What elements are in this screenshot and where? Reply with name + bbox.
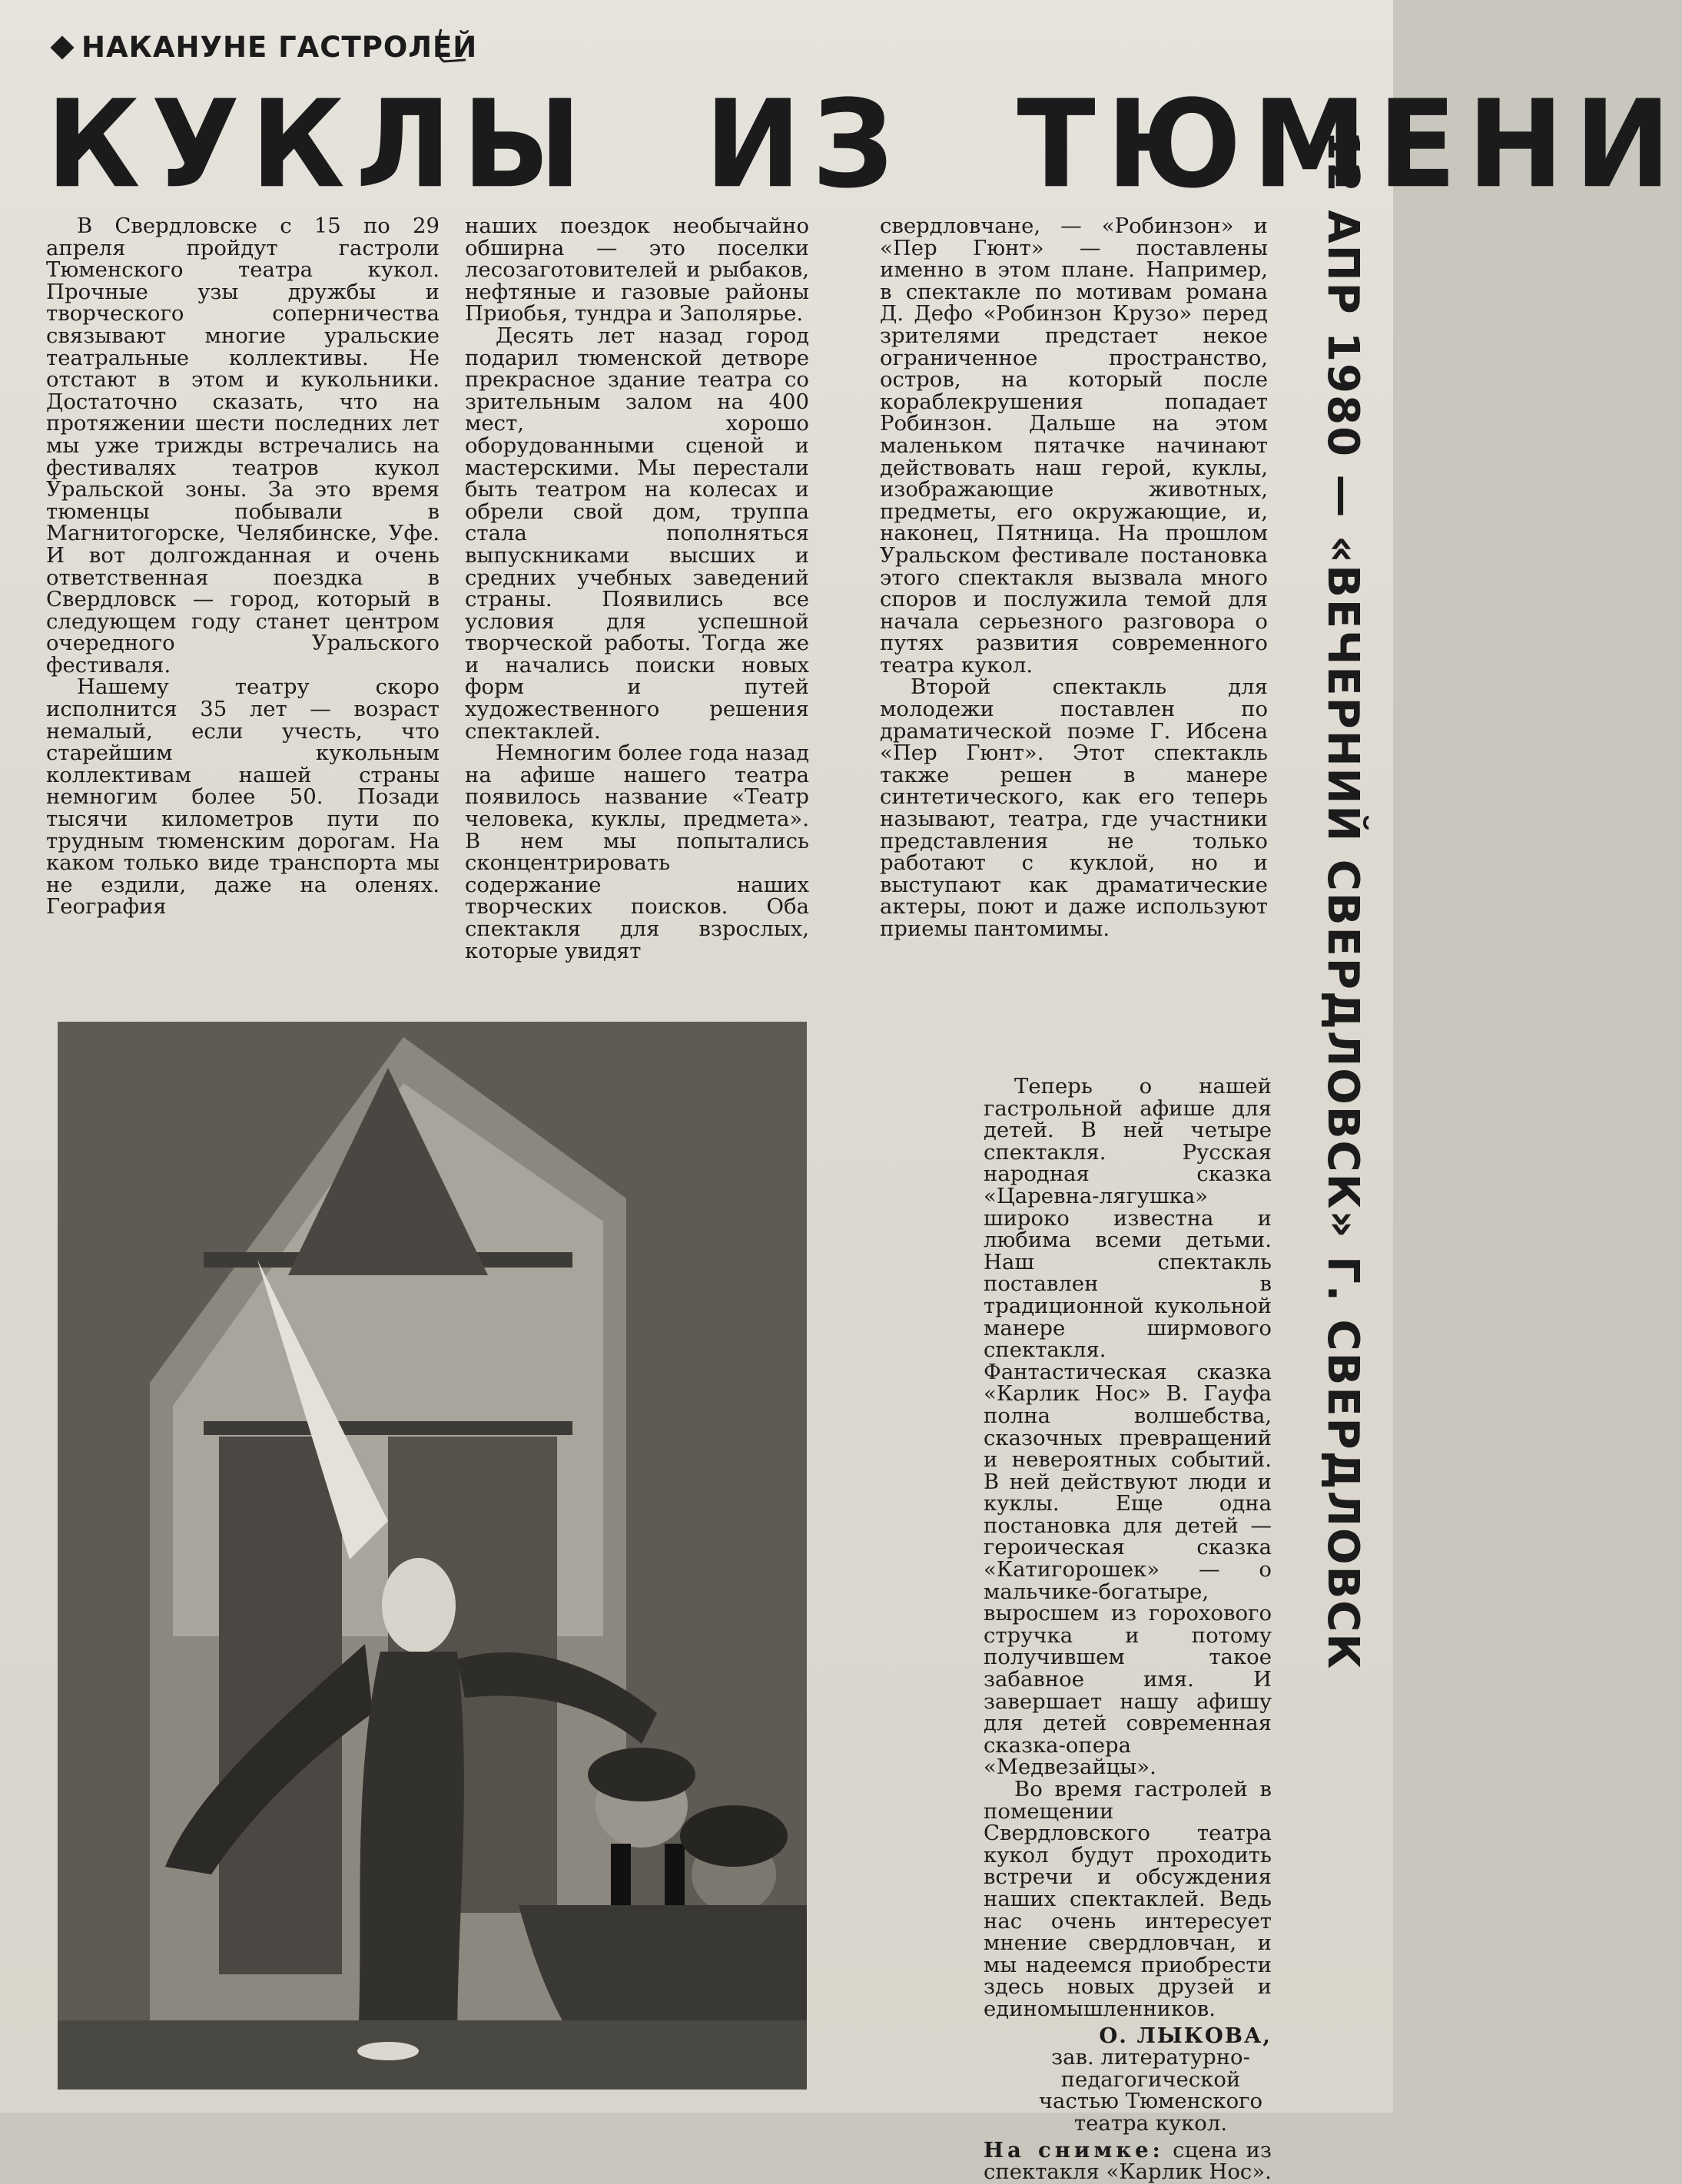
headline: КУКЛЫ ИЗ ТЮМЕНИ xyxy=(46,85,1260,206)
stage-photo-illustration xyxy=(58,1022,807,2090)
paragraph: Теперь о нашей гастрольной афише для детей. В ней четыре спектакля. Русская народная сказка «Царевна-лягушка» широко известна и любима всеми детьми. Наш спектакль поставлен в традиционной кукольной манере ширмового спектакля. Фантастическая сказка «Карлик Нос» В. Гауфа полна волшебства, сказочных превращений и невероятных событий. В ней действуют люди и куклы. Еще одна постановка для детей — героическая сказка «Катигорошек» — о мальчике-богатыре, выросшем из горохового стручка и потому получившем такое забавное имя. И завершает нашу афишу для детей современная сказка-опера «Медвезайцы». xyxy=(984,1075,1272,1778)
author-role: зав. литературно-педагогической частью Тюменского театра кукол. xyxy=(984,2046,1272,2134)
rubric xyxy=(54,31,477,64)
stage-photo xyxy=(58,1022,807,2090)
article-column-2 xyxy=(465,215,809,962)
article-column-3 xyxy=(880,215,1268,940)
paragraph: Десять лет назад город подарил тюменской детворе прекрасное здание театра со зрительным залом на 400 мест, хорошо оборудованными сценой и мастерскими. Мы перестали быть театром на колесах и обрели свой дом, труппа стала пополняться выпускниками высших и средних учебных заведений страны. Появились все условия для успешной творческой работы. Тогда же и начались поиски новых форм и путей художественного решения спектаклей. xyxy=(465,325,809,742)
caption-text: сцена из спектакля «Карлик Нос». xyxy=(984,2138,1272,2184)
date-stamp xyxy=(1306,131,1368,1329)
paragraph: Второй спектакль для молодежи поставлен по драматической поэме Г. Ибсена «Пер Гюнт». Этот спектакль также решен в манере синтетического, как его теперь называют, театра, где участники представления не только работают с куклой, но и выступают как драматические актеры, поют и даже используют приемы пантомимы. xyxy=(880,676,1268,940)
diamond-icon xyxy=(50,35,74,59)
paragraph: Во время гастролей в помещении Свердловского театра кукол будут проходить встречи и обсуждения наших спектаклей. Ведь нас очень интересует мнение свердловчан, и мы надеемся приобрести здесь новых друзей и единомышленников. xyxy=(984,1778,1272,2020)
caption-label: На снимке: xyxy=(984,2138,1164,2162)
paragraph: В Свердловске с 15 по 29 апреля пройдут гастроли Тюменского театра кукол. Прочные узы дружбы и творческого соперничества связывают многие уральские театральные коллективы. Не отстают в этом и кукольники. Достаточно сказать, что на протяжении шести последних лет мы уже трижды встречались на фестивалях театров кукол Уральской зоны. За это время тюменцы побывали в Магнитогорске, Челябинске, Уфе. И вот долгожданная и очень ответственная поездка в Свердловск — город, который в следующем году станет центром очередного Уральского фестиваля. xyxy=(46,215,440,676)
paragraph: свердловчане, — «Робинзон» и «Пер Гюнт» — поставлены именно в этом плане. Например, в спектакле по мотивам романа Д. Дефо «Робинзон Крузо» перед зрителями предстает некое ограниченное пространство, остров, на который после кораблекрушения попадает Робинзон. Дальше на этом маленьком пятачке начинают действовать наш герой, куклы, изображающие животных, предметы, его окружающие, и, наконец, Пятница. На прошлом Уральском фестивале постановка этого спектакля вызвала много споров и послужила темой для начала серьезного разговора о путях развития современного театра кукол. xyxy=(880,215,1268,676)
paragraph: Немногим более года назад на афише нашего театра появилось название «Театр человека, куклы, предмета». В нем мы попытались сконцентрировать содержание наших творческих поисков. Оба спектакля для взрослых, которые увидят xyxy=(465,742,809,962)
article-column-1 xyxy=(46,215,440,918)
paragraph: наших поездок необычайно обширна — это поселки лесозаготовителей и рыбаков, нефтяные и газовые районы Приобья, тундра и Заполярье. xyxy=(465,215,809,325)
paragraph: Нашему театру скоро исполнится 35 лет — возраст немалый, если учесть, что старейшим кукольным коллективам нашей страны немногим более 50. Позади тысячи километров пути по трудным тюменским дорогам. На каком только виде транспорта мы не ездили, даже на оленях. География xyxy=(46,676,440,918)
rubric-label: НАКАНУНЕ ГАСТРОЛЕЙ xyxy=(81,31,477,64)
article-column-3-continued xyxy=(984,1075,1272,2183)
photo-caption xyxy=(984,2139,1272,2183)
author-name: О. ЛЫКОВА, xyxy=(984,2025,1272,2047)
date-stamp-text: 12 АПР 1980 — «ВЕЧЕРНИЙ СВЕРДЛОВСК» Г. СВЕРДЛОВСК xyxy=(1318,131,1368,1670)
